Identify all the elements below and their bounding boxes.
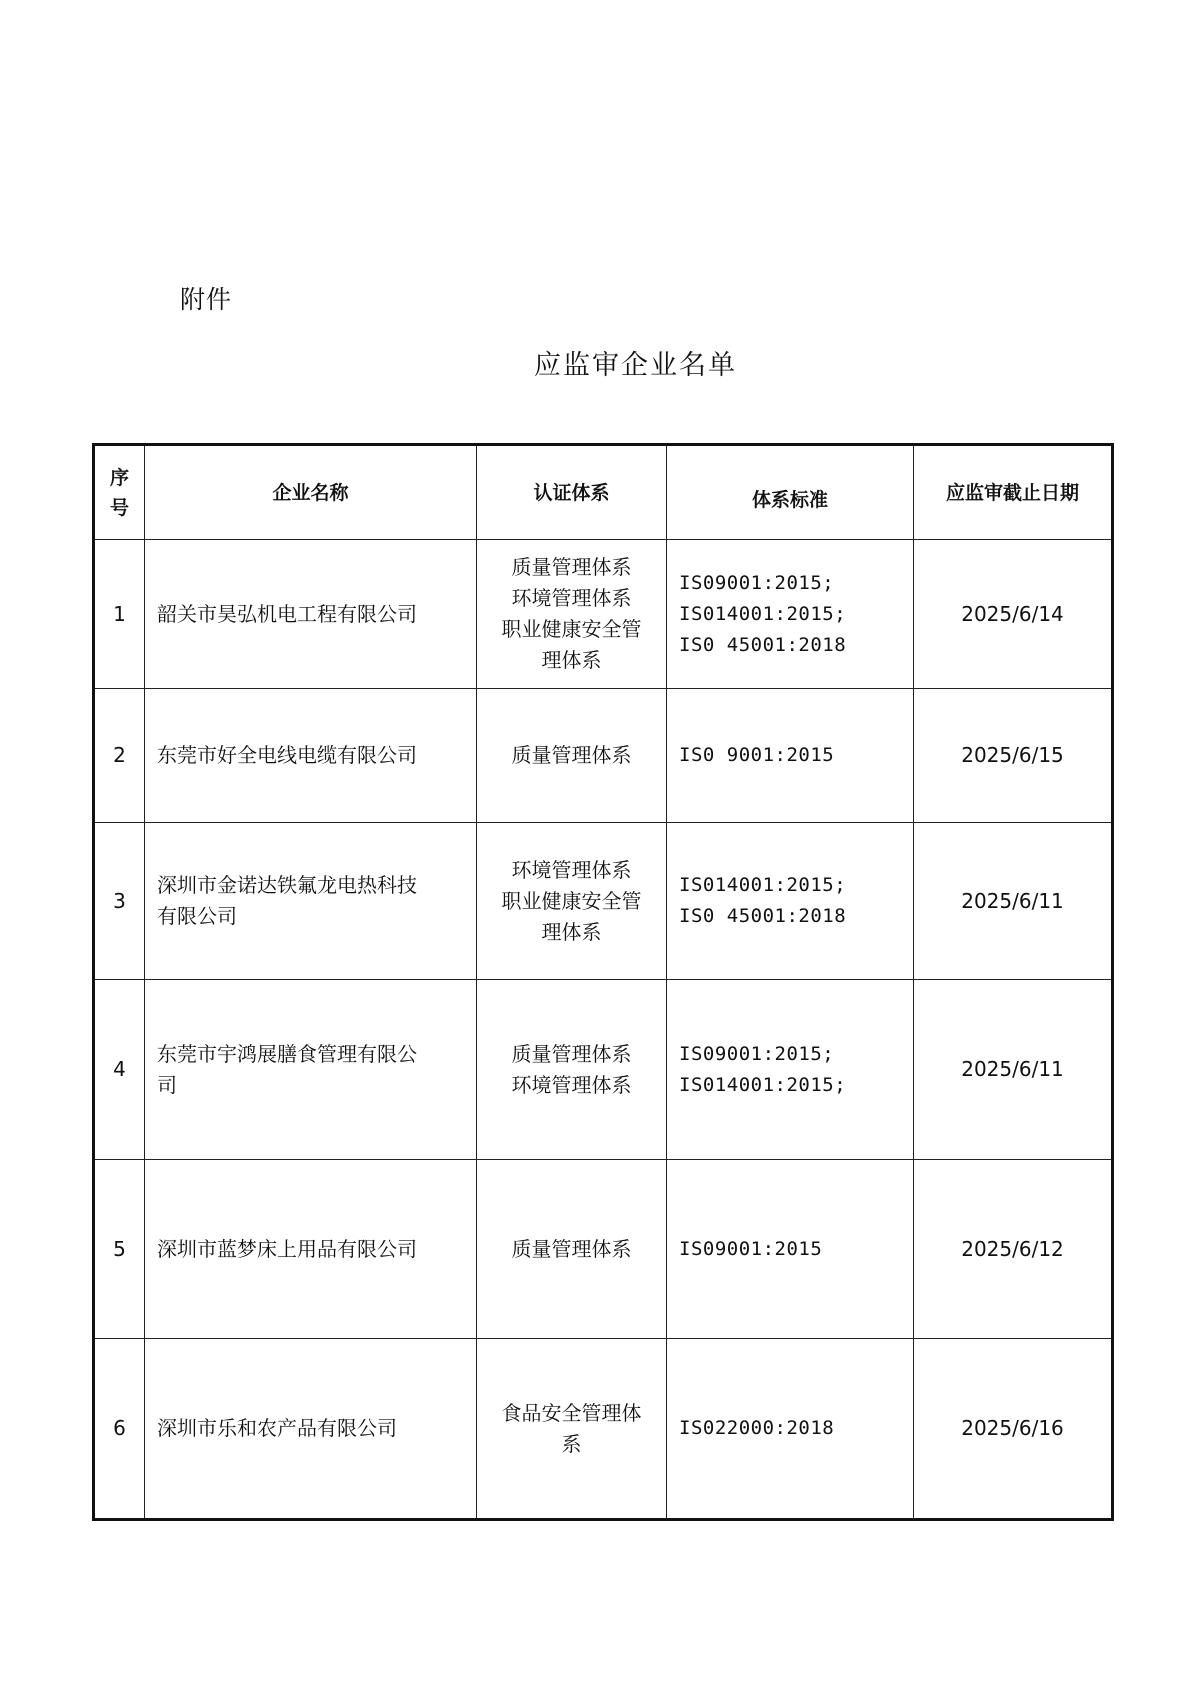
- row-standard: [667, 540, 914, 689]
- row-deadline: 2025/6/11: [914, 823, 1113, 980]
- row-seq: 4: [94, 980, 145, 1160]
- row-standard: [667, 689, 914, 823]
- row-standard: [667, 823, 914, 980]
- row-company-line: 东莞市宇鸿展膳食管理有限公: [157, 1041, 417, 1066]
- row-standard-line: IS09001:2015;: [679, 571, 835, 594]
- row-company: 深圳市蓝梦床上用品有限公司: [145, 1160, 477, 1339]
- row-standard: [667, 1339, 914, 1520]
- document-title: 应监审企业名单: [534, 350, 737, 381]
- table-row: [94, 980, 1113, 1160]
- row-company: [145, 980, 477, 1160]
- header-seq: [94, 445, 145, 540]
- row-company-line: 有限公司: [157, 904, 237, 928]
- row-system: [477, 980, 667, 1160]
- row-deadline: 2025/6/11: [914, 980, 1113, 1160]
- row-standard-line: IS09001:2015;: [679, 1042, 835, 1065]
- row-standard: [667, 980, 914, 1160]
- table-row: [94, 1339, 1113, 1520]
- table-row: [94, 540, 1113, 689]
- row-standard: [667, 1160, 914, 1339]
- row-system: [477, 1160, 667, 1339]
- row-system: [477, 823, 667, 980]
- row-system-line: 质量管理体系: [511, 555, 632, 579]
- row-company: [145, 823, 477, 980]
- row-system-line: 环境管理体系: [511, 586, 632, 610]
- header-deadline: 应监审截止日期: [914, 445, 1113, 540]
- row-seq: 6: [94, 1339, 145, 1520]
- row-deadline: 2025/6/14: [914, 540, 1113, 689]
- header-system: 认证体系: [477, 445, 667, 540]
- header-company: 企业名称: [145, 445, 477, 540]
- row-system-line: 环境管理体系: [511, 1072, 632, 1097]
- row-company-line: 司: [157, 1072, 177, 1097]
- row-company: 深圳市乐和农产品有限公司: [145, 1339, 477, 1520]
- row-deadline: 2025/6/15: [914, 689, 1113, 823]
- row-system-line: 质量管理体系: [511, 1041, 632, 1066]
- row-system-line: 质量管理体系: [511, 743, 632, 767]
- header-seq-line2: 号: [109, 496, 129, 519]
- row-deadline: 2025/6/16: [914, 1339, 1113, 1520]
- row-seq: 2: [94, 689, 145, 823]
- row-company: 韶关市昊弘机电工程有限公司: [145, 540, 477, 689]
- table-header-row: [94, 445, 1113, 540]
- row-deadline: 2025/6/12: [914, 1160, 1113, 1339]
- row-system-line: 职业健康安全管: [501, 888, 642, 913]
- row-system-line: 食品安全管理体: [501, 1400, 642, 1425]
- row-company: 东莞市好全电线电缆有限公司: [145, 689, 477, 823]
- row-company-line: 深圳市金诺达铁氟龙电热科技: [157, 873, 417, 897]
- row-system: [477, 540, 667, 689]
- row-system: [477, 689, 667, 823]
- row-system-line: 理体系: [541, 648, 602, 672]
- row-standard-line: IS014001:2015;: [679, 1073, 847, 1096]
- attachment-label: 附件: [180, 285, 233, 314]
- company-table: [92, 443, 1114, 1521]
- row-system-line: 质量管理体系: [511, 1236, 632, 1261]
- row-system-line: 理体系: [541, 919, 602, 944]
- table-row: [94, 689, 1113, 823]
- row-system: [477, 1339, 667, 1520]
- row-seq: 1: [94, 540, 145, 689]
- row-seq: 5: [94, 1160, 145, 1339]
- header-standard: 体系标准: [667, 445, 914, 540]
- row-standard-line: IS0 9001:2015: [679, 744, 835, 766]
- table-row: [94, 1160, 1113, 1339]
- row-standard-line: IS014001:2015;: [679, 874, 847, 896]
- row-standard-line: IS09001:2015: [679, 1237, 823, 1260]
- row-standard-line: IS022000:2018: [679, 1417, 835, 1439]
- row-system-line: 职业健康安全管: [501, 617, 642, 641]
- row-standard-line: IS014001:2015;: [679, 602, 847, 625]
- header-seq-line1: 序: [109, 466, 129, 489]
- row-system-line: 环境管理体系: [511, 857, 632, 882]
- row-standard-line: IS0 45001:2018: [679, 905, 847, 927]
- row-seq: 3: [94, 823, 145, 980]
- row-system-line: 系: [561, 1431, 582, 1456]
- row-standard-line: IS0 45001:2018: [679, 633, 847, 656]
- table-row: [94, 823, 1113, 980]
